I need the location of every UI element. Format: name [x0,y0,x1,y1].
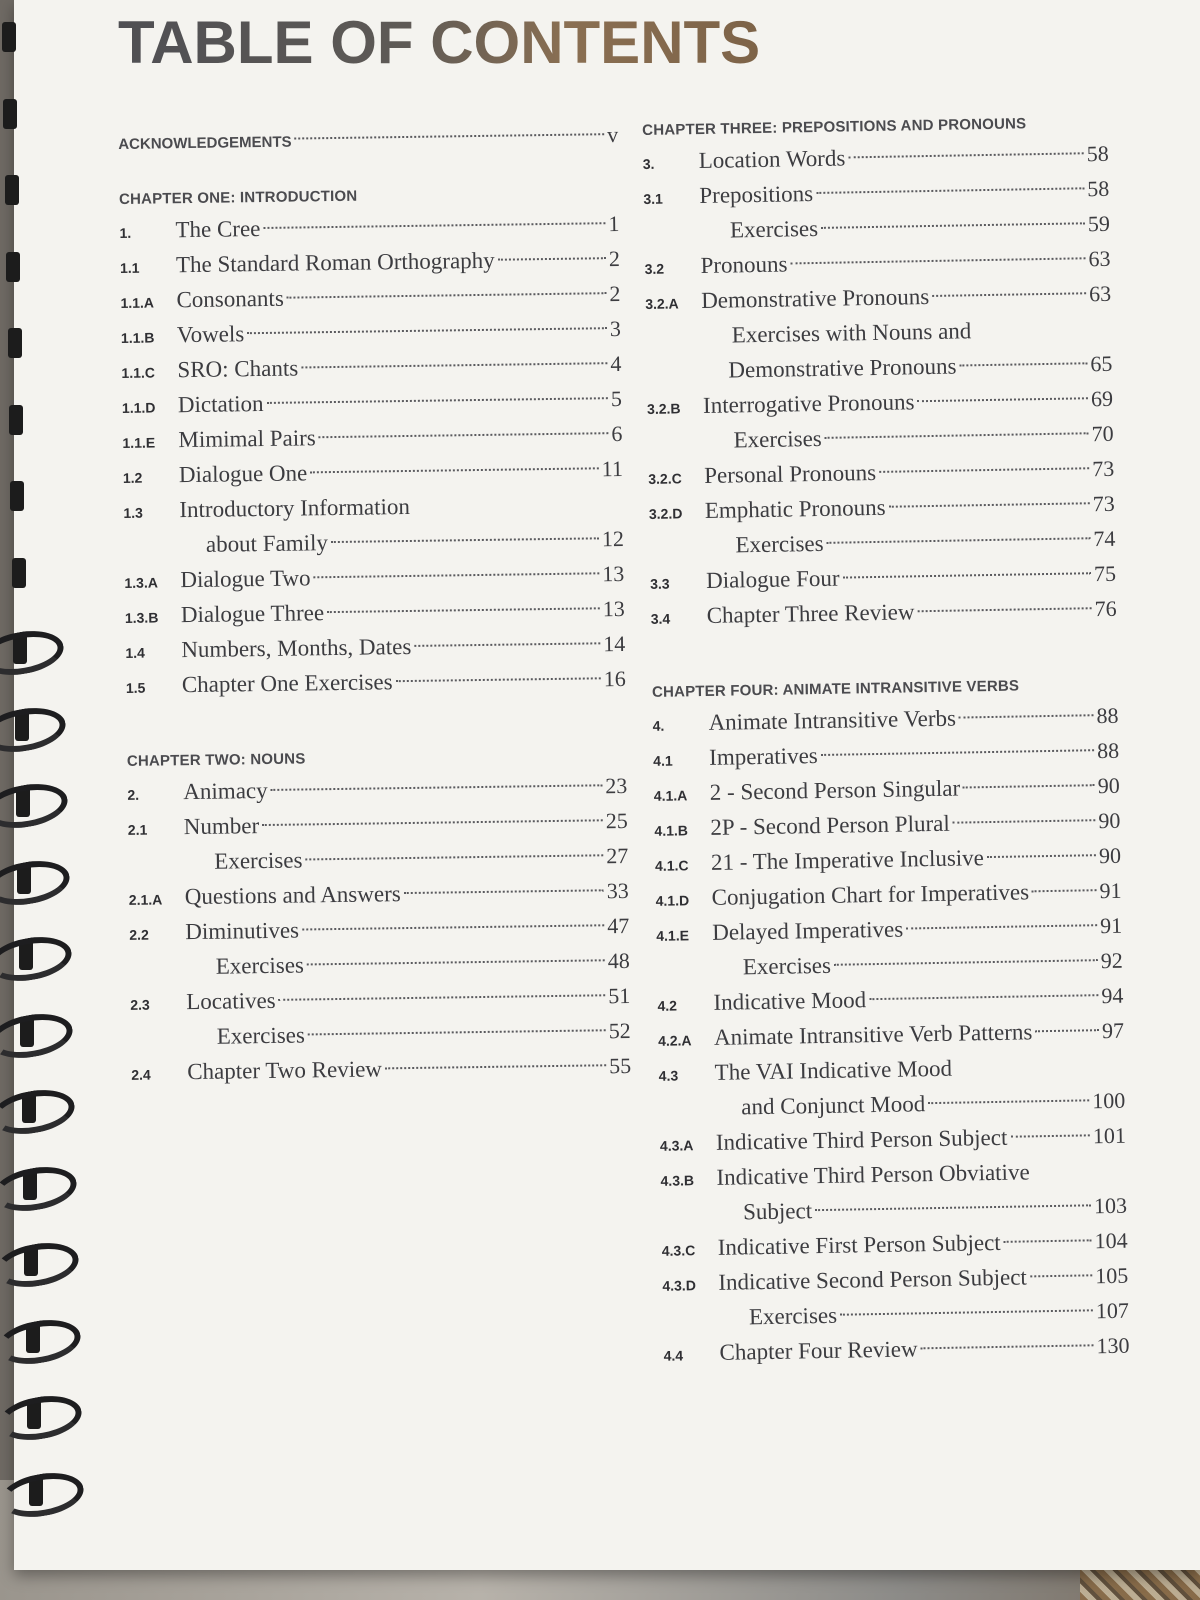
dot-leader [414,642,600,647]
toc-entry-page: 2 [608,246,621,272]
toc-entry-number: 4.1.E [656,927,690,944]
toc-entry-title: 2P - Second Person Plural [710,810,950,840]
dot-leader [305,854,603,860]
toc-entry-number [648,448,704,449]
toc-entry-title: Chapter Four Review [719,1336,918,1365]
chapter-heading: CHAPTER ONE: INTRODUCTION [118,187,358,208]
dot-leader [302,924,604,930]
toc-entry-number: 2. [127,786,140,803]
toc-entry-page: 48 [607,947,630,974]
toc-entry-number: 1.1.A [120,294,155,311]
toc-entry-title: Introductory Information [179,493,411,523]
chapter-four-entries [652,698,1130,1371]
toc-entry-number: 1.4 [125,644,145,661]
dot-leader [404,889,604,894]
toc-entry-number: 1.2 [122,469,143,486]
toc-entry-title: Chapter One Exercises [181,669,393,698]
dot-leader [1010,1134,1090,1137]
dot-leader [869,994,1098,1000]
dot-leader [287,292,607,298]
binding-hole [8,328,22,358]
dot-leader [843,572,1091,578]
toc-entry-title: Animate Intransitive Verbs [708,705,957,735]
toc-entry-title: Chapter Three Review [706,599,915,628]
toc-entry-page: 6 [611,420,623,447]
dot-leader [263,222,605,229]
toc-entry-number: 4.3.D [662,1277,696,1294]
spiral-coil [0,1008,76,1064]
toc-entry-page: 92 [1100,947,1123,974]
dot-leader [917,607,1091,612]
toc-entry-page: 107 [1095,1297,1130,1324]
toc-entry-number: 4.4 [663,1347,684,1364]
toc-entry-title: Exercises [733,425,822,453]
binding-hole [10,481,24,511]
toc-entry-number: 4.2 [657,997,678,1014]
dot-leader [848,152,1083,158]
spiral-binding [0,0,90,1600]
toc-entry-title: Exercises [742,952,832,980]
toc-entry-page: 4 [610,350,622,377]
toc-entry-page: 59 [1087,210,1111,237]
chapter-heading: CHAPTER THREE: PREPOSITIONS AND PRONOUNS [642,115,1027,139]
dot-leader [1004,1239,1092,1243]
dot-leader [825,432,1089,439]
dot-leader [1035,1029,1099,1032]
dot-leader [932,292,1086,297]
toc-right-column [642,110,1130,1371]
toc-entry-number: 3. [642,155,655,172]
toc-entry-number: 4.3.A [659,1137,694,1154]
toc-entry-title: Diminutives [185,917,300,945]
toc-entry-title: Personal Pronouns [704,459,877,488]
toc-entry-title: Emphatic Pronouns [704,494,886,523]
spiral-coil [0,1237,82,1293]
dot-leader [821,222,1085,229]
toc-entry-number: 3.2.B [646,400,681,417]
toc-entry-number: 1.1 [119,259,140,276]
toc-entry-page: 90 [1098,807,1121,834]
dot-leader [815,1204,1091,1211]
dot-leader [879,467,1089,473]
toc-entry-title: The VAI Indicative Mood [714,1055,953,1085]
toc-entry-number: 3.2.A [645,295,679,312]
spiral-coil [0,778,71,834]
toc-entry-title: Interrogative Pronouns [702,389,915,418]
toc-entry-title: Exercises [216,1022,306,1049]
binding-hole [2,22,16,52]
dot-leader [308,1029,606,1035]
toc-entry-title: Animacy [183,777,268,805]
toc-entry-page: 94 [1101,982,1124,1009]
toc-entry[interactable] [131,1048,631,1090]
toc-entry-number: 1.3 [123,504,144,521]
toc-entry-page: 55 [609,1052,632,1079]
binding-hole [6,252,20,282]
dot-leader [307,959,605,965]
binding-hole [9,405,23,435]
toc-entry-number: 4.1 [653,752,673,769]
toc-entry-title: Number [183,813,260,840]
dot-leader [987,854,1096,858]
toc-entry-number: 3.4 [650,610,671,627]
toc-entry-number: 1.1.C [121,364,156,381]
toc-entry-number: 2.1 [127,821,148,838]
chapter-three-entries [642,136,1116,634]
toc-entry-page: 63 [1088,245,1111,272]
toc-entry-number: 2.3 [130,996,150,1013]
toc-entry-page: 100 [1092,1087,1126,1114]
toc-entry-title: Prepositions [699,181,814,209]
toc-entry-title: Chapter Two Review [187,1056,383,1085]
spiral-coil [0,1314,84,1370]
dot-leader [790,257,1085,264]
toc-entry-page: 23 [605,772,628,799]
toc-entry-page: 97 [1101,1017,1125,1044]
dot-leader [314,572,600,578]
toc-entry-page: 5 [610,385,623,412]
toc-entry-page: 13 [602,595,625,622]
toc-entry-number: 4.3 [658,1067,679,1084]
toc-entry-number: 1.5 [125,679,146,696]
toc-entry-number: 4.1.A [653,787,688,804]
toc-entry-page: 2 [609,281,621,307]
toc-entry-page: 101 [1092,1122,1127,1149]
toc-entry-page: 65 [1090,350,1113,377]
toc-entry-page: 74 [1093,525,1116,552]
toc-entry-title: Dialogue One [178,460,308,488]
toc-entry-page: 12 [601,525,625,552]
toc-entry-number: 1.1.D [121,399,156,416]
dot-leader [266,397,607,404]
toc-entry-title: Dialogue Two [180,565,311,593]
dot-leader [498,257,606,261]
dot-leader [953,819,1096,823]
toc-entry-title: Consonants [176,285,284,313]
toc-entry-number: 4.2.A [657,1032,692,1049]
toc-entry-page: 88 [1096,702,1119,729]
toc-entry-title: SRO: Chants [177,355,299,383]
dot-leader [921,1344,1094,1349]
spiral-coil [0,855,73,911]
toc-entry-title: Location Words [698,145,846,174]
toc-entry-title: Demonstrative Pronouns [700,284,930,313]
toc-entry-number: 3.1 [643,190,664,207]
toc-entry-number [644,238,700,239]
toc-entry-page: 63 [1088,280,1112,307]
toc-entry-number: 3.3 [649,575,670,592]
toc-entry-number: 3.2 [644,260,665,277]
binding-hole [3,99,17,129]
toc-entry-title: Dialogue Four [705,565,840,593]
chapter-heading: CHAPTER TWO: NOUNS [126,750,306,770]
dot-leader [1032,889,1097,892]
toc-entry-page: 73 [1091,455,1115,482]
dot-leader [301,362,607,368]
dot-leader [917,397,1088,402]
dot-leader [319,432,609,438]
toc-entry-title-continued: Subject [742,1198,813,1225]
dot-leader [331,537,599,543]
toc-entry-number: 4.3.B [660,1172,695,1189]
toc-entry-page: 51 [608,982,631,1009]
toc-entry-title: Exercises with Nouns and [731,318,972,348]
dot-leader [963,784,1095,788]
toc-entry-title: Animate Intransitive Verb Patterns [713,1019,1033,1050]
toc-entry-title: Locatives [186,987,276,1015]
toc-entry-title: Exercises [214,847,303,874]
toc-entry-title: Dictation [177,390,264,418]
dot-leader [396,677,601,682]
chapter-two-entries [127,768,631,1090]
toc-entry-page: 75 [1093,560,1117,587]
dot-leader [959,714,1094,718]
dot-leader [906,924,1097,929]
toc-entry-number [646,343,702,344]
toc-entry-page: 52 [608,1017,631,1044]
spiral-coil [0,702,69,758]
toc-entry-number [130,974,186,975]
dot-leader [821,749,1094,756]
toc-entry-number [131,1044,187,1045]
toc-entry-number: 1. [119,224,132,241]
toc-entry-number: 4.3.C [661,1242,696,1259]
toc-entry-title: Delayed Imperatives [712,916,904,945]
toc-entry-page: 27 [606,842,629,869]
toc-entry-title: Indicative Second Person Subject [718,1264,1028,1295]
toc-entry-number: 4.1.C [654,857,689,874]
spiral-coil [0,1467,87,1523]
toc-entry-page: 90 [1097,772,1120,799]
dot-leader [385,1064,606,1069]
spiral-coil [0,1161,80,1217]
toc-entry-page: 58 [1087,175,1110,202]
toc-entry-page: 91 [1099,912,1123,939]
toc-entry-page: 3 [609,315,622,342]
toc-entry-title: Conjugation Chart for Imperatives [711,879,1030,910]
dot-leader [327,607,600,613]
dot-leader [834,959,1098,966]
binding-hole [12,558,26,588]
dot-leader [959,362,1087,366]
toc-entry-page: 90 [1098,842,1122,869]
toc-entry-page: 105 [1095,1262,1129,1289]
dot-leader [889,502,1090,508]
toc-entry-number: 1.3.B [124,609,159,626]
binding-hole [5,175,19,205]
toc-entry-number [650,553,706,554]
toc-entry-title: The Standard Roman Orthography [175,247,495,278]
toc-entry-title: Exercises [748,1302,838,1330]
toc-entry-title: Exercises [735,530,824,558]
toc-entry-page: 88 [1096,737,1120,764]
toc-entry-title: Indicative Third Person Obviative [716,1159,1030,1190]
toc-entry-title: Indicative Mood [713,987,867,1015]
toc-entry-title: Indicative First Person Subject [717,1229,1001,1260]
dot-leader [247,327,607,334]
toc-left-column [118,117,631,1090]
toc-entry-number [657,975,713,976]
dot-leader [827,537,1091,544]
toc-entry-number: 2.1.A [128,891,163,908]
toc-entry-number: 1.3.A [124,574,158,591]
toc-entry-page: 1 [608,211,620,237]
toc-entry-number: 3.2.D [648,505,683,522]
toc-entry-title-continued: and Conjunct Mood [741,1091,926,1120]
spiral-coil [0,1390,85,1446]
toc-entry-title: Exercises [729,215,819,243]
toc-entry-title: Exercises [215,952,305,979]
toc-entry-page: 11 [601,455,624,482]
toc-entry-title-continued: Demonstrative Pronouns [728,353,957,383]
toc-entry-page: 73 [1092,490,1116,517]
spiral-coil [0,1084,78,1140]
dot-leader [310,467,598,473]
spiral-coil [0,931,75,987]
dot-leader [928,1099,1089,1104]
toc-entry-title: Dialogue Three [180,600,325,628]
toc-entry-title: Pronouns [700,251,788,278]
toc-entry-page: 58 [1086,140,1109,167]
page-title: TABLE OF CONTENTS [118,9,761,76]
toc-entry-title: Vowels [176,321,245,348]
toc-entry-page: 104 [1094,1227,1128,1254]
toc-entry-number: 1.1.E [122,434,156,451]
spiral-coil [0,625,67,681]
dot-leader [840,1309,1093,1315]
toc-entry-page: v [607,122,619,148]
toc-entry-number: 4.1.D [655,892,690,909]
toc-entry-title: 2 - Second Person Singular [709,775,961,805]
toc-entry-title: ACKNOWLEDGEMENTS [118,133,292,153]
chapter-one-entries [119,206,626,703]
toc-entry-title: Indicative Third Person Subject [715,1124,1008,1155]
toc-entry-page: 16 [603,665,626,692]
toc-entry-title: The Cree [175,216,261,243]
toc-entry-title: Mimimal Pairs [178,425,316,453]
toc-entry-page: 13 [602,560,625,587]
toc-entry-number: 3.2.C [648,470,682,487]
toc-entry-title: Imperatives [708,743,818,770]
toc-entry-number: 1.1.B [120,329,155,346]
toc-entry-page: 91 [1099,877,1122,904]
toc-entry-page: 69 [1090,385,1114,412]
toc-entry-number: 4.1.B [654,822,689,839]
toc-entry-page: 47 [607,912,630,939]
toc-entry-number [663,1325,719,1326]
toc-entry-number: 2.2 [129,926,149,943]
dot-leader [816,187,1084,194]
toc-entry-page: 76 [1094,595,1117,622]
toc-entry-page: 70 [1091,420,1114,447]
toc-entry-number: 2.4 [131,1066,151,1083]
dot-leader [1030,1274,1093,1277]
dot-leader [295,133,605,139]
toc-entry-title: 21 - The Imperative Inclusive [710,845,985,875]
chapter-heading: CHAPTER FOUR: ANIMATE INTRANSITIVE VERBS [651,677,1020,701]
toc-entry-number: 4. [652,717,665,734]
toc-entry-title-continued: about Family [205,530,329,557]
toc-entry-page: 103 [1093,1192,1128,1219]
toc-entry-page: 130 [1096,1332,1130,1359]
toc-entry-page: 33 [606,877,629,904]
toc-entry-title: Numbers, Months, Dates [181,633,412,663]
toc-entry-title: Questions and Answers [184,881,401,910]
toc-entry-page: 25 [605,807,628,834]
dot-leader [279,994,606,1001]
dot-leader [262,819,603,826]
toc-entry-number [128,869,184,870]
dot-leader [271,784,603,791]
toc-entry-page: 14 [603,630,626,657]
